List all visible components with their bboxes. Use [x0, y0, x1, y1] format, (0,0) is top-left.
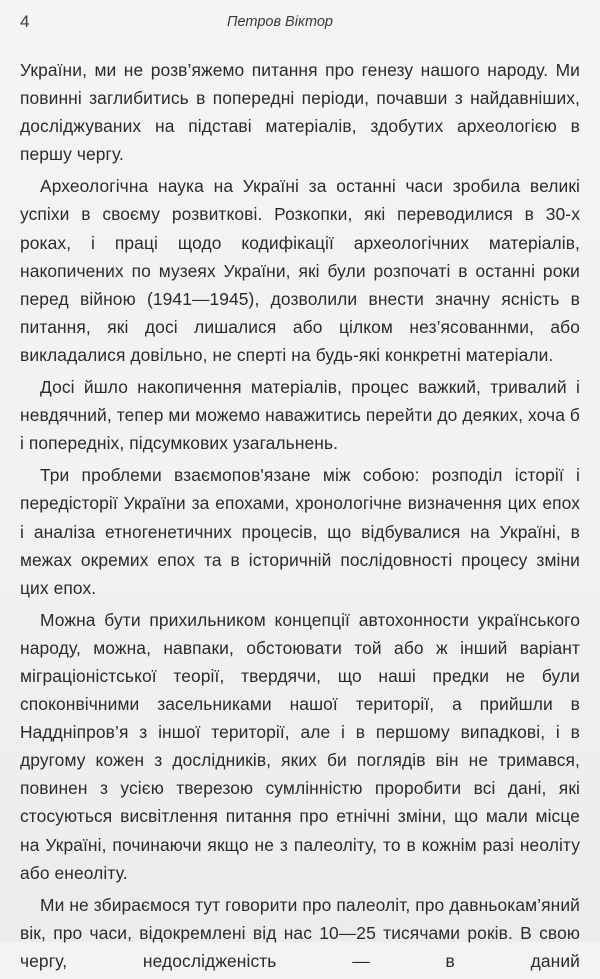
paragraph: Археологічна наука на Україні за останні часи зробила великі успіхи в своєму розвиткові. Розкопки, які переводилися в 30-х роках, і праці щодо кодифікації археологічних матеріалів, накопичених по музеях України, які були розпочаті в останні роки перед війною (1941—1945), дозволили внести значну ясність в питання, які досі лишалися або цілком нез’ясованнми, або викладалися довільно, не сперті на будь-які конкретні матеріали.	[20, 176, 580, 365]
running-head	[20, 12, 580, 36]
body-text	[20, 56, 580, 979]
paragraph: Можна бути прихильником концепції автохонности українського народу, можна, навпаки, обстоювати той або ж інший варіант міграціоністської теорії, твердячи, що наші предки не були споконвічними засельниками нашої території, а прийшли в Наддніпров’я з іншої території, але і в першому випадкові, і в другому кожен з дослідників, яких би поглядів він не тримався, повинен з усією тверезою сумлінністю проробити всі дані, які стосуються висвітлення питання про етнічні зміни, що мали місце на Україні, починаючи якщо не з палеоліту, то в кожнім разі неоліту або енеоліту.	[20, 609, 580, 883]
paragraph: Три проблеми взаємопов'язане між собою: розподіл історії і передісторії України за епохами, хронологічне визначення цих епох і аналіза етногенетичних процесів, що відбувалися на Україні, в межах окремих епох та в історичній послідовності процесу зміни цих епох.	[20, 465, 580, 598]
paragraph-continued-next-page: Ми не збираємося тут говорити про палеоліт, про давньокам’яний вік, про часи, відокремлені від нас 10—25 тисячами років. В свою чергу, недослідженість — в даний	[20, 894, 580, 971]
paragraph-continuation: України, ми не розв’яжемо питання про генезу нашого народу. Ми повинні заглибитись в попередні періоди, почавши з найдавніших, досліджуваних на підставі матеріалів, здобутих археологією в першу чергу.	[20, 60, 580, 165]
page-number: 4	[20, 12, 30, 31]
paragraph: Досі йшло накопичення матеріалів, процес важкий, тривалий і невдячний, тепер ми можемо наважитись перейти до деяких, хоча б і попередніх, підсумкових узагальнень.	[20, 377, 580, 454]
running-title: Петров Віктор	[227, 14, 333, 30]
